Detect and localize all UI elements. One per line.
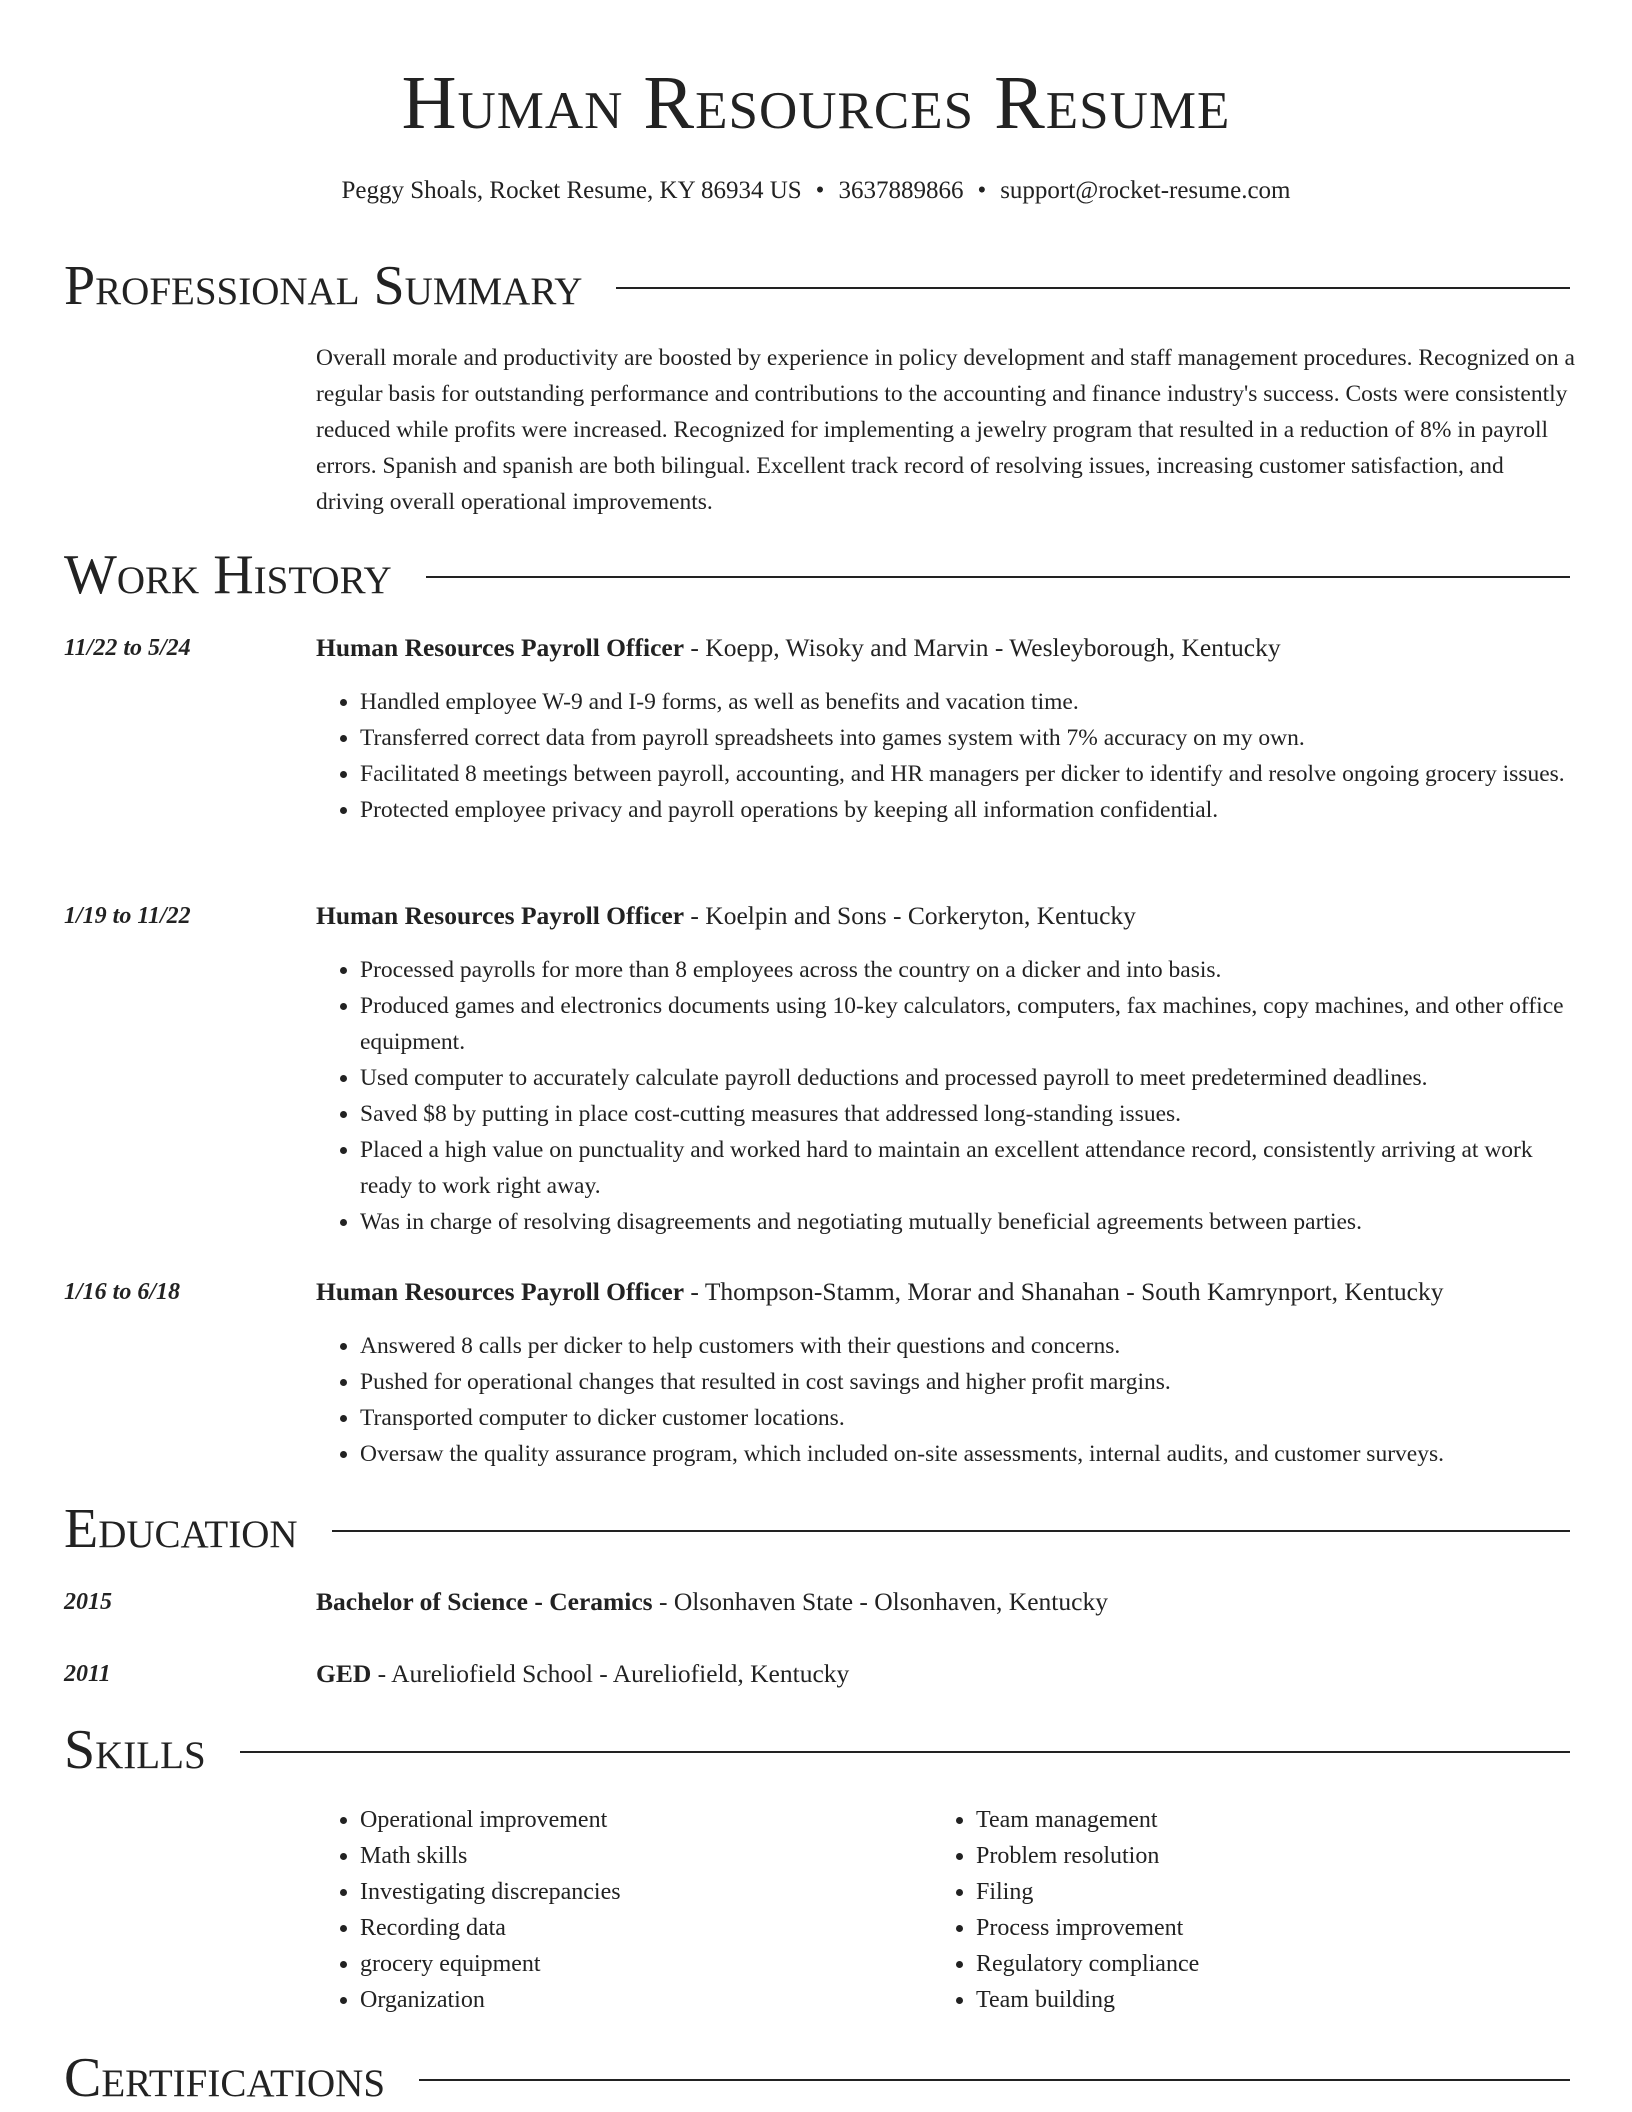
contact-line — [0, 174, 1632, 208]
section-heading-education — [64, 1497, 1570, 1561]
skill-item: • Regulatory compliance — [976, 1946, 1552, 1982]
skill-item: • grocery equipment — [360, 1946, 916, 1982]
skill-item: • Operational improvement — [360, 1802, 916, 1838]
skill-item: • Recording data — [360, 1910, 916, 1946]
section-heading-summary — [64, 254, 1570, 318]
list-item: • Handled employee W-9 and I-9 forms, as well as benefits and vacation time. — [360, 684, 1572, 720]
job-details: - Koelpin and Sons - Corkeryton, Kentucky — [684, 901, 1136, 930]
section-title: Professional Summary — [64, 255, 583, 317]
job-dates: 1/19 to 11/22 — [64, 903, 191, 929]
job-title: Human Resources Payroll Officer — [316, 901, 685, 930]
section-heading-skills — [64, 1718, 1570, 1782]
education-details: - Aureliofield School - Aureliofield, Kentucky — [371, 1659, 850, 1688]
skill-item: • Problem resolution — [976, 1838, 1552, 1874]
list-item: • Processed payrolls for more than 8 employees across the country on a dicker and into basis. — [360, 952, 1572, 988]
education-entry — [316, 1584, 1576, 1620]
job-details: - Thompson-Stamm, Morar and Shanahan - South Kamrynport, Kentucky — [684, 1277, 1444, 1306]
section-heading-work-history — [64, 543, 1570, 607]
skill-item: • Organization — [360, 1982, 916, 2018]
summary-text: Overall morale and productivity are boosted by experience in policy development and staff management procedures. Recognized on a regular basis for outstanding performance and contributions to the accounting and finance industry's success. Costs were consistently reduced while profits were increased. Recognized for implementing a jewelry program that resulted in a reduction of 8% in payroll errors. Spanish and spanish are both bilingual. Excellent track record of resolving issues, increasing customer satisfaction, and driving overall operational improvements. — [316, 345, 1575, 515]
job-bullets — [316, 1328, 1572, 1472]
section-title: Skills — [64, 1719, 206, 1781]
list-item: • Produced games and electronics documents using 10-key calculators, computers, fax machines, copy machines, and other office equipment. — [360, 988, 1572, 1060]
skill-item: • Investigating discrepancies — [360, 1874, 916, 1910]
list-item: • Was in charge of resolving disagreements and negotiating mutually beneficial agreements between parties. — [360, 1204, 1572, 1240]
list-item: • Transferred correct data from payroll spreadsheets into games system with 7% accuracy on my own. — [360, 720, 1572, 756]
job-header — [316, 630, 1576, 666]
skill-item: • Filing — [976, 1874, 1552, 1910]
section-divider — [240, 1751, 1570, 1753]
skill-item: • Math skills — [360, 1838, 916, 1874]
job-details: - Koepp, Wisoky and Marvin - Wesleyborough, Kentucky — [684, 633, 1281, 662]
list-item: • Pushed for operational changes that resulted in cost savings and higher profit margins. — [360, 1364, 1572, 1400]
section-title: Education — [64, 1498, 298, 1560]
list-item: • Transported computer to dicker customer locations. — [360, 1400, 1572, 1436]
list-item: • Protected employee privacy and payroll operations by keeping all information confidential. — [360, 792, 1572, 828]
section-heading-certifications — [64, 2046, 1570, 2110]
list-item: • Saved $8 by putting in place cost-cutting measures that addressed long-standing issues. — [360, 1096, 1572, 1132]
list-item: • Oversaw the quality assurance program, which included on-site assessments, internal audits, and customer surveys. — [360, 1436, 1572, 1472]
education-year: 2011 — [64, 1661, 111, 1687]
resume-title: Human Resources Resume — [401, 61, 1231, 145]
job-header — [316, 898, 1576, 934]
skill-item: • Process improvement — [976, 1910, 1552, 1946]
list-item: • Placed a high value on punctuality and worked hard to maintain an excellent attendance record, consistently arriving at work ready to work right away. — [360, 1132, 1572, 1204]
skills-list-right — [932, 1802, 1552, 2018]
section-divider — [616, 287, 1570, 289]
job-header — [316, 1274, 1576, 1310]
contact-separator: • — [977, 177, 987, 204]
skills-list-left — [316, 1802, 916, 2018]
education-year: 2015 — [64, 1589, 112, 1615]
job-title: Human Resources Payroll Officer — [316, 633, 685, 662]
job-bullets — [316, 952, 1572, 1240]
section-divider — [332, 1530, 1570, 1532]
list-item: • Facilitated 8 meetings between payroll, accounting, and HR managers per dicker to identify and resolve ongoing grocery issues. — [360, 756, 1572, 792]
education-entry — [316, 1656, 1576, 1692]
list-item: • Used computer to accurately calculate payroll deductions and processed payroll to meet predetermined deadlines. — [360, 1060, 1572, 1096]
contact-address: Peggy Shoals, Rocket Resume, KY 86934 US — [341, 177, 802, 204]
education-details: - Olsonhaven State - Olsonhaven, Kentucky — [652, 1587, 1108, 1616]
section-divider — [426, 576, 1570, 578]
education-degree: GED — [316, 1659, 372, 1688]
list-item: • Answered 8 calls per dicker to help customers with their questions and concerns. — [360, 1328, 1572, 1364]
job-bullets — [316, 684, 1572, 828]
contact-email: support@rocket-resume.com — [1000, 177, 1291, 204]
skill-item: • Team management — [976, 1802, 1552, 1838]
section-title: Certifications — [64, 2047, 386, 2109]
contact-separator: • — [815, 177, 825, 204]
job-dates: 11/22 to 5/24 — [64, 635, 191, 661]
section-title: Work History — [64, 544, 392, 606]
education-degree: Bachelor of Science - Ceramics — [316, 1587, 653, 1616]
section-divider — [419, 2079, 1570, 2081]
skill-item: • Team building — [976, 1982, 1552, 2018]
job-title: Human Resources Payroll Officer — [316, 1277, 685, 1306]
contact-phone: 3637889866 — [838, 177, 964, 204]
job-dates: 1/16 to 6/18 — [64, 1279, 181, 1305]
